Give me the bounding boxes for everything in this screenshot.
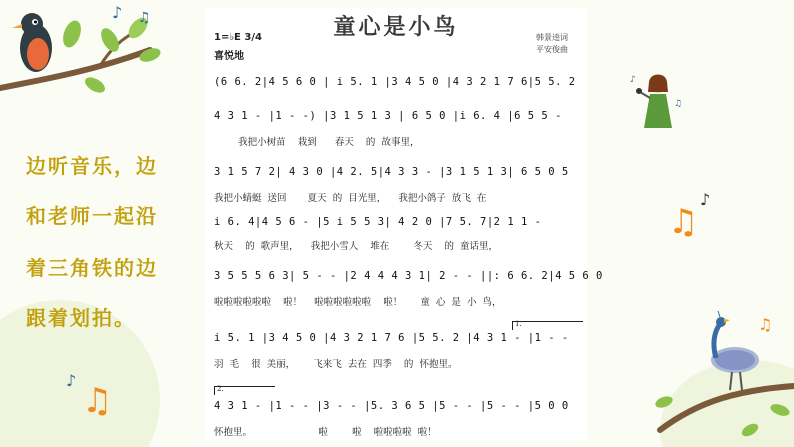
composer-credit: 平安俊曲	[536, 45, 568, 54]
instruction-line-3: 着三角铁的边	[26, 256, 158, 280]
music-notes-icon	[64, 360, 124, 420]
music-notes-icon	[668, 185, 728, 245]
score-line-6-lyrics: 羽 毛 很 美丽， 飞来飞 去在 四季 的 怀抱里。	[214, 359, 458, 370]
score-line-3-lyrics: 我把小蜻蜓 送回 夏天 的 目光里， 我把小鸽子 放飞 在	[214, 193, 487, 204]
score-line-7-notes: 4 3 1 - |1 - - |3 - - |5. 3 6 5 |5 - - |5 - - |5 0 0	[214, 400, 569, 412]
svg-text:♫: ♫	[138, 10, 151, 26]
volta-label-1: 1.	[515, 320, 522, 328]
score-line-4-lyrics: 秋天 的 歌声里， 我把小雪人 堆在 冬天 的 童话里，	[214, 241, 499, 252]
volta-bracket-1	[512, 321, 583, 330]
key-signature: 1=♭E 3/4	[214, 32, 262, 43]
singing-girl-icon	[628, 70, 688, 140]
bird-on-branch-icon	[0, 0, 180, 110]
score-line-5-lyrics: 啦啦啦啦啦啦 啦！ 啦啦啦啦啦啦 啦！ 童 心 是 小 鸟，	[214, 297, 502, 308]
score-line-6-notes: i 5. 1 |3 4 5 0 |4 3 2 1 7 6 |5 5. 2 |4 3 1 - |1 - -	[214, 332, 569, 344]
score-line-2-lyrics: 我把小树苗 栽到 春天 的 故事里，	[214, 137, 420, 148]
instruction-line-1: 边听音乐，边	[26, 154, 158, 178]
instruction-line-4: 跟着划拍。	[26, 306, 136, 330]
instruction-line-2: 和老师一起沿	[26, 204, 158, 228]
score-line-7-lyrics: 怀抱里。 啦 啦 啦啦啦啦 啦！	[214, 427, 437, 438]
svg-text:♫: ♫	[82, 381, 113, 420]
svg-text:♪: ♪	[66, 371, 77, 390]
lyricist-credit: 韩景逵词	[536, 33, 568, 42]
svg-text:♪: ♪	[630, 75, 636, 85]
score-line-1-notes: (6 6. 2|4 5 6 0 | i 5. 1 |3 4 5 0 |4 3 2 1 7 6|5 5. 2	[214, 76, 576, 88]
peacock-on-branch-icon	[640, 310, 794, 447]
volta-label-2: 2.	[217, 385, 224, 393]
score-line-3-notes: 3 1 5 7 2| 4 3 0 |4 2. 5|4 3 3 - |3 1 5 1 3| 6 5 0 5	[214, 166, 569, 178]
svg-text:♪: ♪	[112, 3, 123, 22]
song-title: 童心是小鸟	[333, 14, 459, 40]
svg-text:♫: ♫	[674, 99, 683, 109]
svg-text:♫: ♫	[758, 315, 773, 334]
svg-text:♪: ♪	[700, 190, 711, 209]
score-line-5-notes: 3 5 5 5 6 3| 5 - - |2 4 4 4 3 1| 2 - - ||: 6 6. 2|4 5 6 0	[214, 270, 603, 282]
svg-text:♫: ♫	[668, 202, 699, 242]
score-line-4-notes: i 6. 4|4 5 6 - |5 i 5 5 3| 4 2 0 |7 5. 7|2 1 1 -	[214, 216, 542, 228]
score-line-2-notes: 4 3 1 - |1 - -) |3 1 5 1 3 | 6 5 0 |i 6. 4 |6 5 5 -	[214, 110, 562, 122]
tempo-marking: 喜悦地	[214, 51, 244, 62]
